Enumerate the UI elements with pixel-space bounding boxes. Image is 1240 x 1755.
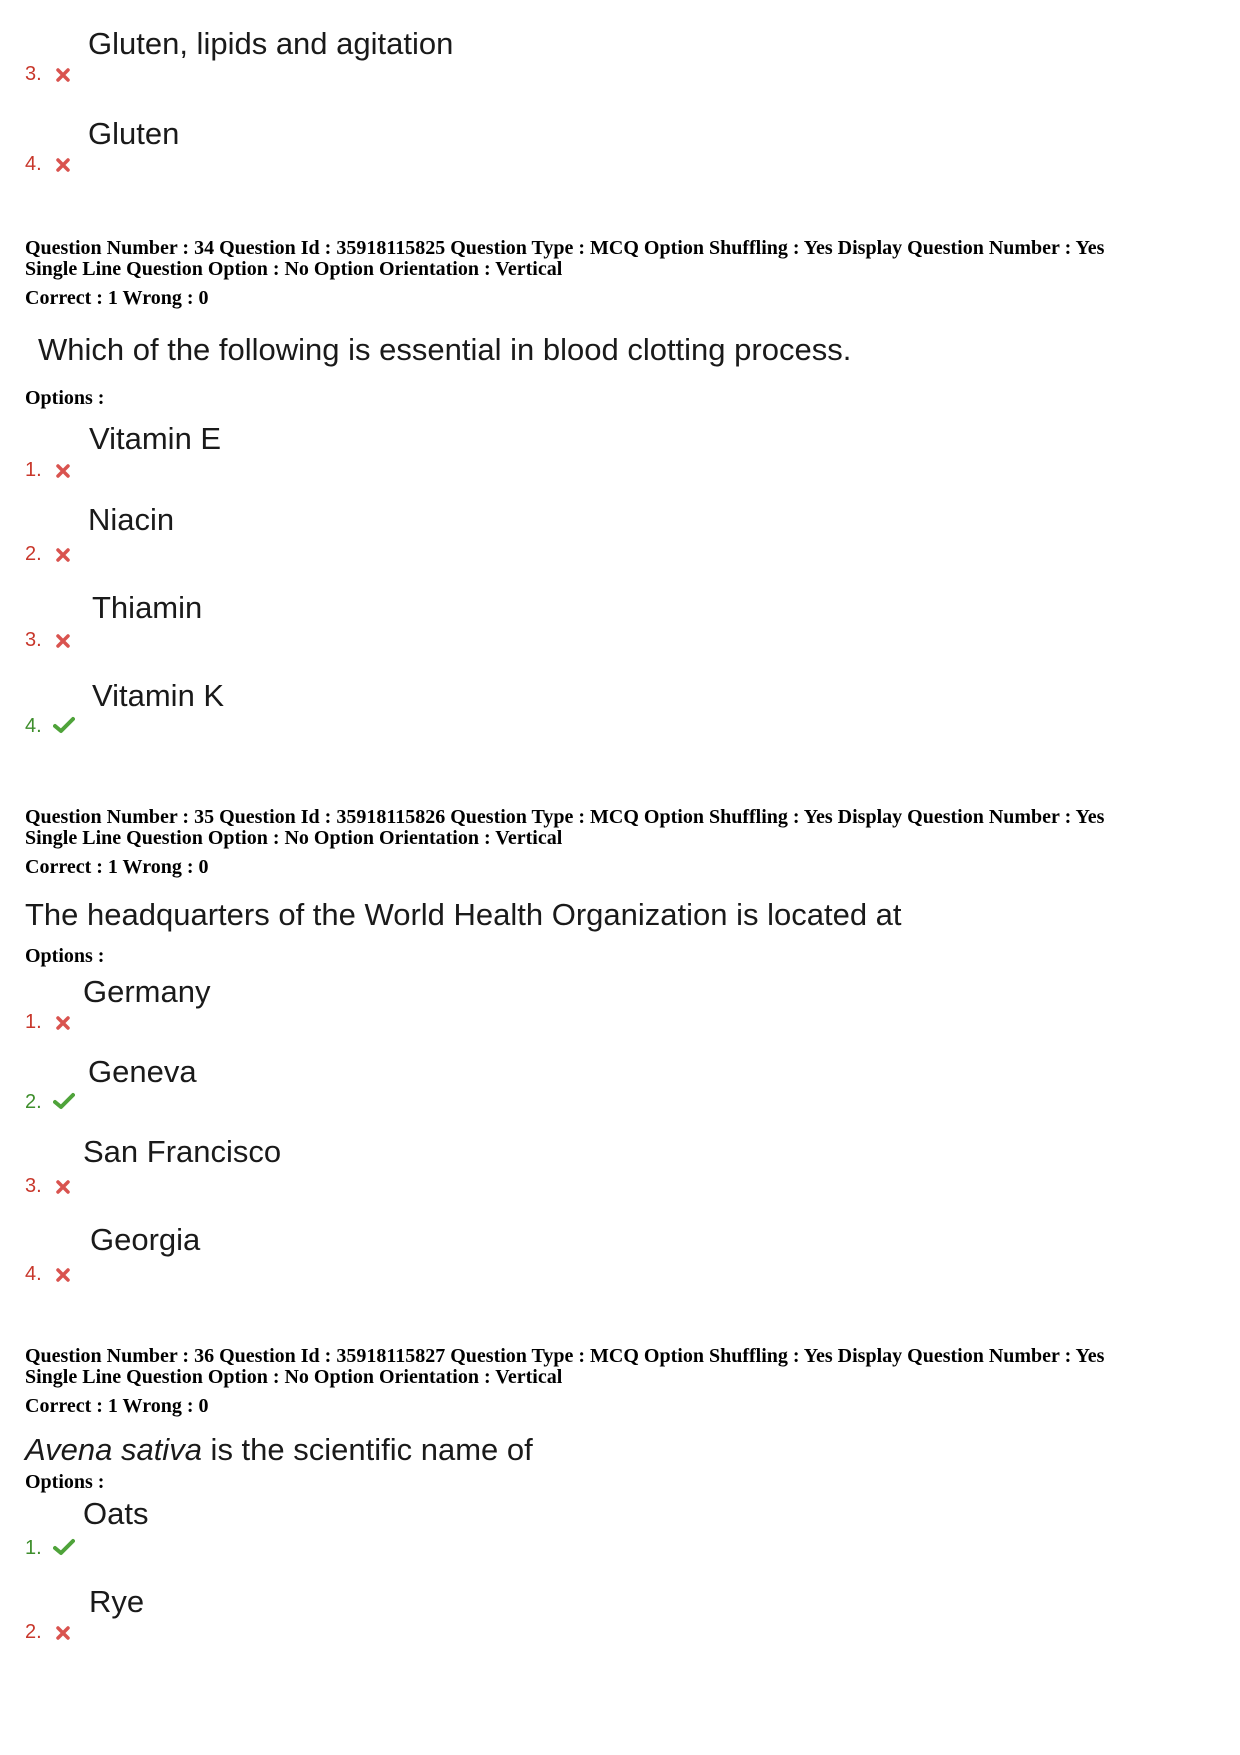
question-score-line: Correct : 1 Wrong : 0 xyxy=(25,1395,209,1417)
option-text: Oats xyxy=(83,1496,149,1531)
option-number: 4. xyxy=(25,715,42,737)
question-text: The headquarters of the World Health Organization is located at xyxy=(25,897,902,932)
option-item xyxy=(25,112,625,182)
option-number: 3. xyxy=(25,63,42,85)
option-item xyxy=(25,22,625,92)
option-text: Gluten xyxy=(88,116,180,151)
option-item xyxy=(25,1496,625,1566)
cross-icon xyxy=(56,634,70,648)
option-item xyxy=(25,588,625,658)
option-text: Thiamin xyxy=(92,590,203,625)
cross-icon xyxy=(56,548,70,562)
check-icon xyxy=(53,716,75,734)
option-text: Vitamin E xyxy=(89,421,222,456)
cross-icon xyxy=(56,1268,70,1282)
option-number: 2. xyxy=(25,1621,42,1643)
option-number: 1. xyxy=(25,1011,42,1033)
option-text: Rye xyxy=(89,1584,145,1619)
check-icon xyxy=(53,1538,75,1556)
option-text: Georgia xyxy=(90,1222,201,1257)
option-item xyxy=(25,502,625,572)
question-meta-line2: Single Line Question Option : No Option Orientation : Vertical xyxy=(25,1366,563,1388)
cross-icon xyxy=(56,68,70,82)
option-item xyxy=(25,970,625,1040)
question-meta-line1: Question Number : 34 Question Id : 35918115825 Question Type : MCQ Option Shuffling : Yes Display Question Number : Yes xyxy=(25,237,1105,259)
option-item xyxy=(25,1050,625,1120)
question-score-line: Correct : 1 Wrong : 0 xyxy=(25,856,209,878)
option-text: Germany xyxy=(83,974,211,1009)
option-item xyxy=(25,418,625,488)
cross-icon xyxy=(56,158,70,172)
question-score-line: Correct : 1 Wrong : 0 xyxy=(25,287,209,309)
option-item xyxy=(25,1134,625,1204)
question-text: Which of the following is essential in blood clotting process. xyxy=(38,332,852,367)
check-icon xyxy=(53,1092,75,1110)
option-number: 1. xyxy=(25,459,42,481)
cross-icon xyxy=(56,1180,70,1194)
option-number: 4. xyxy=(25,153,42,175)
option-number: 2. xyxy=(25,543,42,565)
option-text: Niacin xyxy=(88,502,175,537)
option-number: 1. xyxy=(25,1537,42,1559)
option-number: 2. xyxy=(25,1091,42,1113)
question-meta-line1: Question Number : 36 Question Id : 35918115827 Question Type : MCQ Option Shuffling : Yes Display Question Number : Yes xyxy=(25,1345,1105,1367)
option-number: 3. xyxy=(25,629,42,651)
option-text: Geneva xyxy=(88,1054,197,1089)
option-item xyxy=(25,1580,625,1650)
option-item xyxy=(25,1222,625,1292)
option-number: 3. xyxy=(25,1175,42,1197)
option-number: 4. xyxy=(25,1263,42,1285)
option-text: San Francisco xyxy=(83,1134,282,1169)
options-label: Options : xyxy=(25,1471,105,1493)
options-label: Options : xyxy=(25,945,105,967)
question-text xyxy=(25,1432,533,1468)
cross-icon xyxy=(56,1016,70,1030)
cross-icon xyxy=(56,464,70,478)
question-text-rest: is the scientific name of xyxy=(201,1432,533,1467)
option-item xyxy=(25,674,625,744)
scientific-name: Avena sativa xyxy=(25,1432,202,1467)
option-text: Vitamin K xyxy=(92,678,225,713)
options-label: Options : xyxy=(25,387,105,409)
question-meta-line1: Question Number : 35 Question Id : 35918115826 Question Type : MCQ Option Shuffling : Yes Display Question Number : Yes xyxy=(25,806,1105,828)
cross-icon xyxy=(56,1626,70,1640)
question-meta-line2: Single Line Question Option : No Option Orientation : Vertical xyxy=(25,258,563,280)
question-meta-line2: Single Line Question Option : No Option Orientation : Vertical xyxy=(25,827,563,849)
option-text: Gluten, lipids and agitation xyxy=(88,26,454,61)
